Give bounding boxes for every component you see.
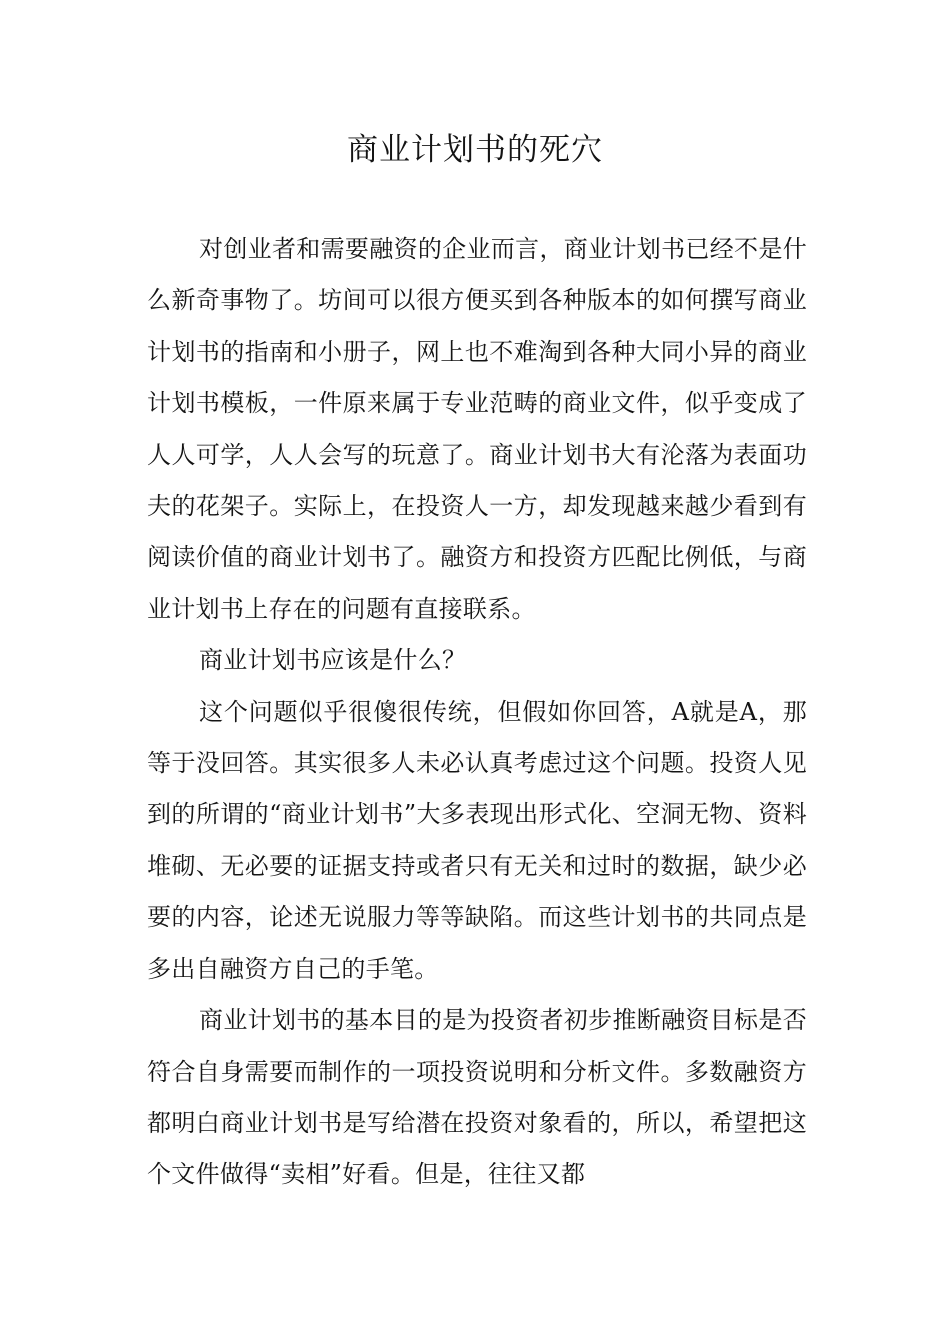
document-title: 商业计划书的死穴 <box>347 132 603 168</box>
document-body <box>147 224 807 1201</box>
paragraph: 这个问题似乎很傻很传统，但假如你回答，A就是A，那等于没回答。其实很多人未必认真考虑过这个问题。投资人见到的所谓的“商业计划书”大多表现出形式化、空洞无物、资料堆砌、无必要的证据支持或者只有无关和过时的数据，缺少必要的内容，论述无说服力等等缺陷。而这些计划书的共同点是多出自融资方自己的手笔。 <box>147 697 807 983</box>
paragraph: 对创业者和需要融资的企业而言，商业计划书已经不是什么新奇事物了。坊间可以很方便买到各种版本的如何撰写商业计划书的指南和小册子，网上也不难淘到各种大同小异的商业计划书模板，一件原来属于专业范畴的商业文件，似乎变成了人人可学，人人会写的玩意了。商业计划书大有沦落为表面功夫的花架子。实际上，在投资人一方，却发现越来越少看到有阅读价值的商业计划书了。融资方和投资方匹配比例低，与商业计划书上存在的问题有直接联系。 <box>147 235 807 623</box>
paragraph: 商业计划书应该是什么？ <box>199 646 467 675</box>
paragraph: 商业计划书的基本目的是为投资者初步推断融资目标是否符合自身需要而制作的一项投资说明和分析文件。多数融资方都明白商业计划书是写给潜在投资对象看的，所以，希望把这个文件做得“卖相”好看。但是，往往又都 <box>147 1006 807 1189</box>
